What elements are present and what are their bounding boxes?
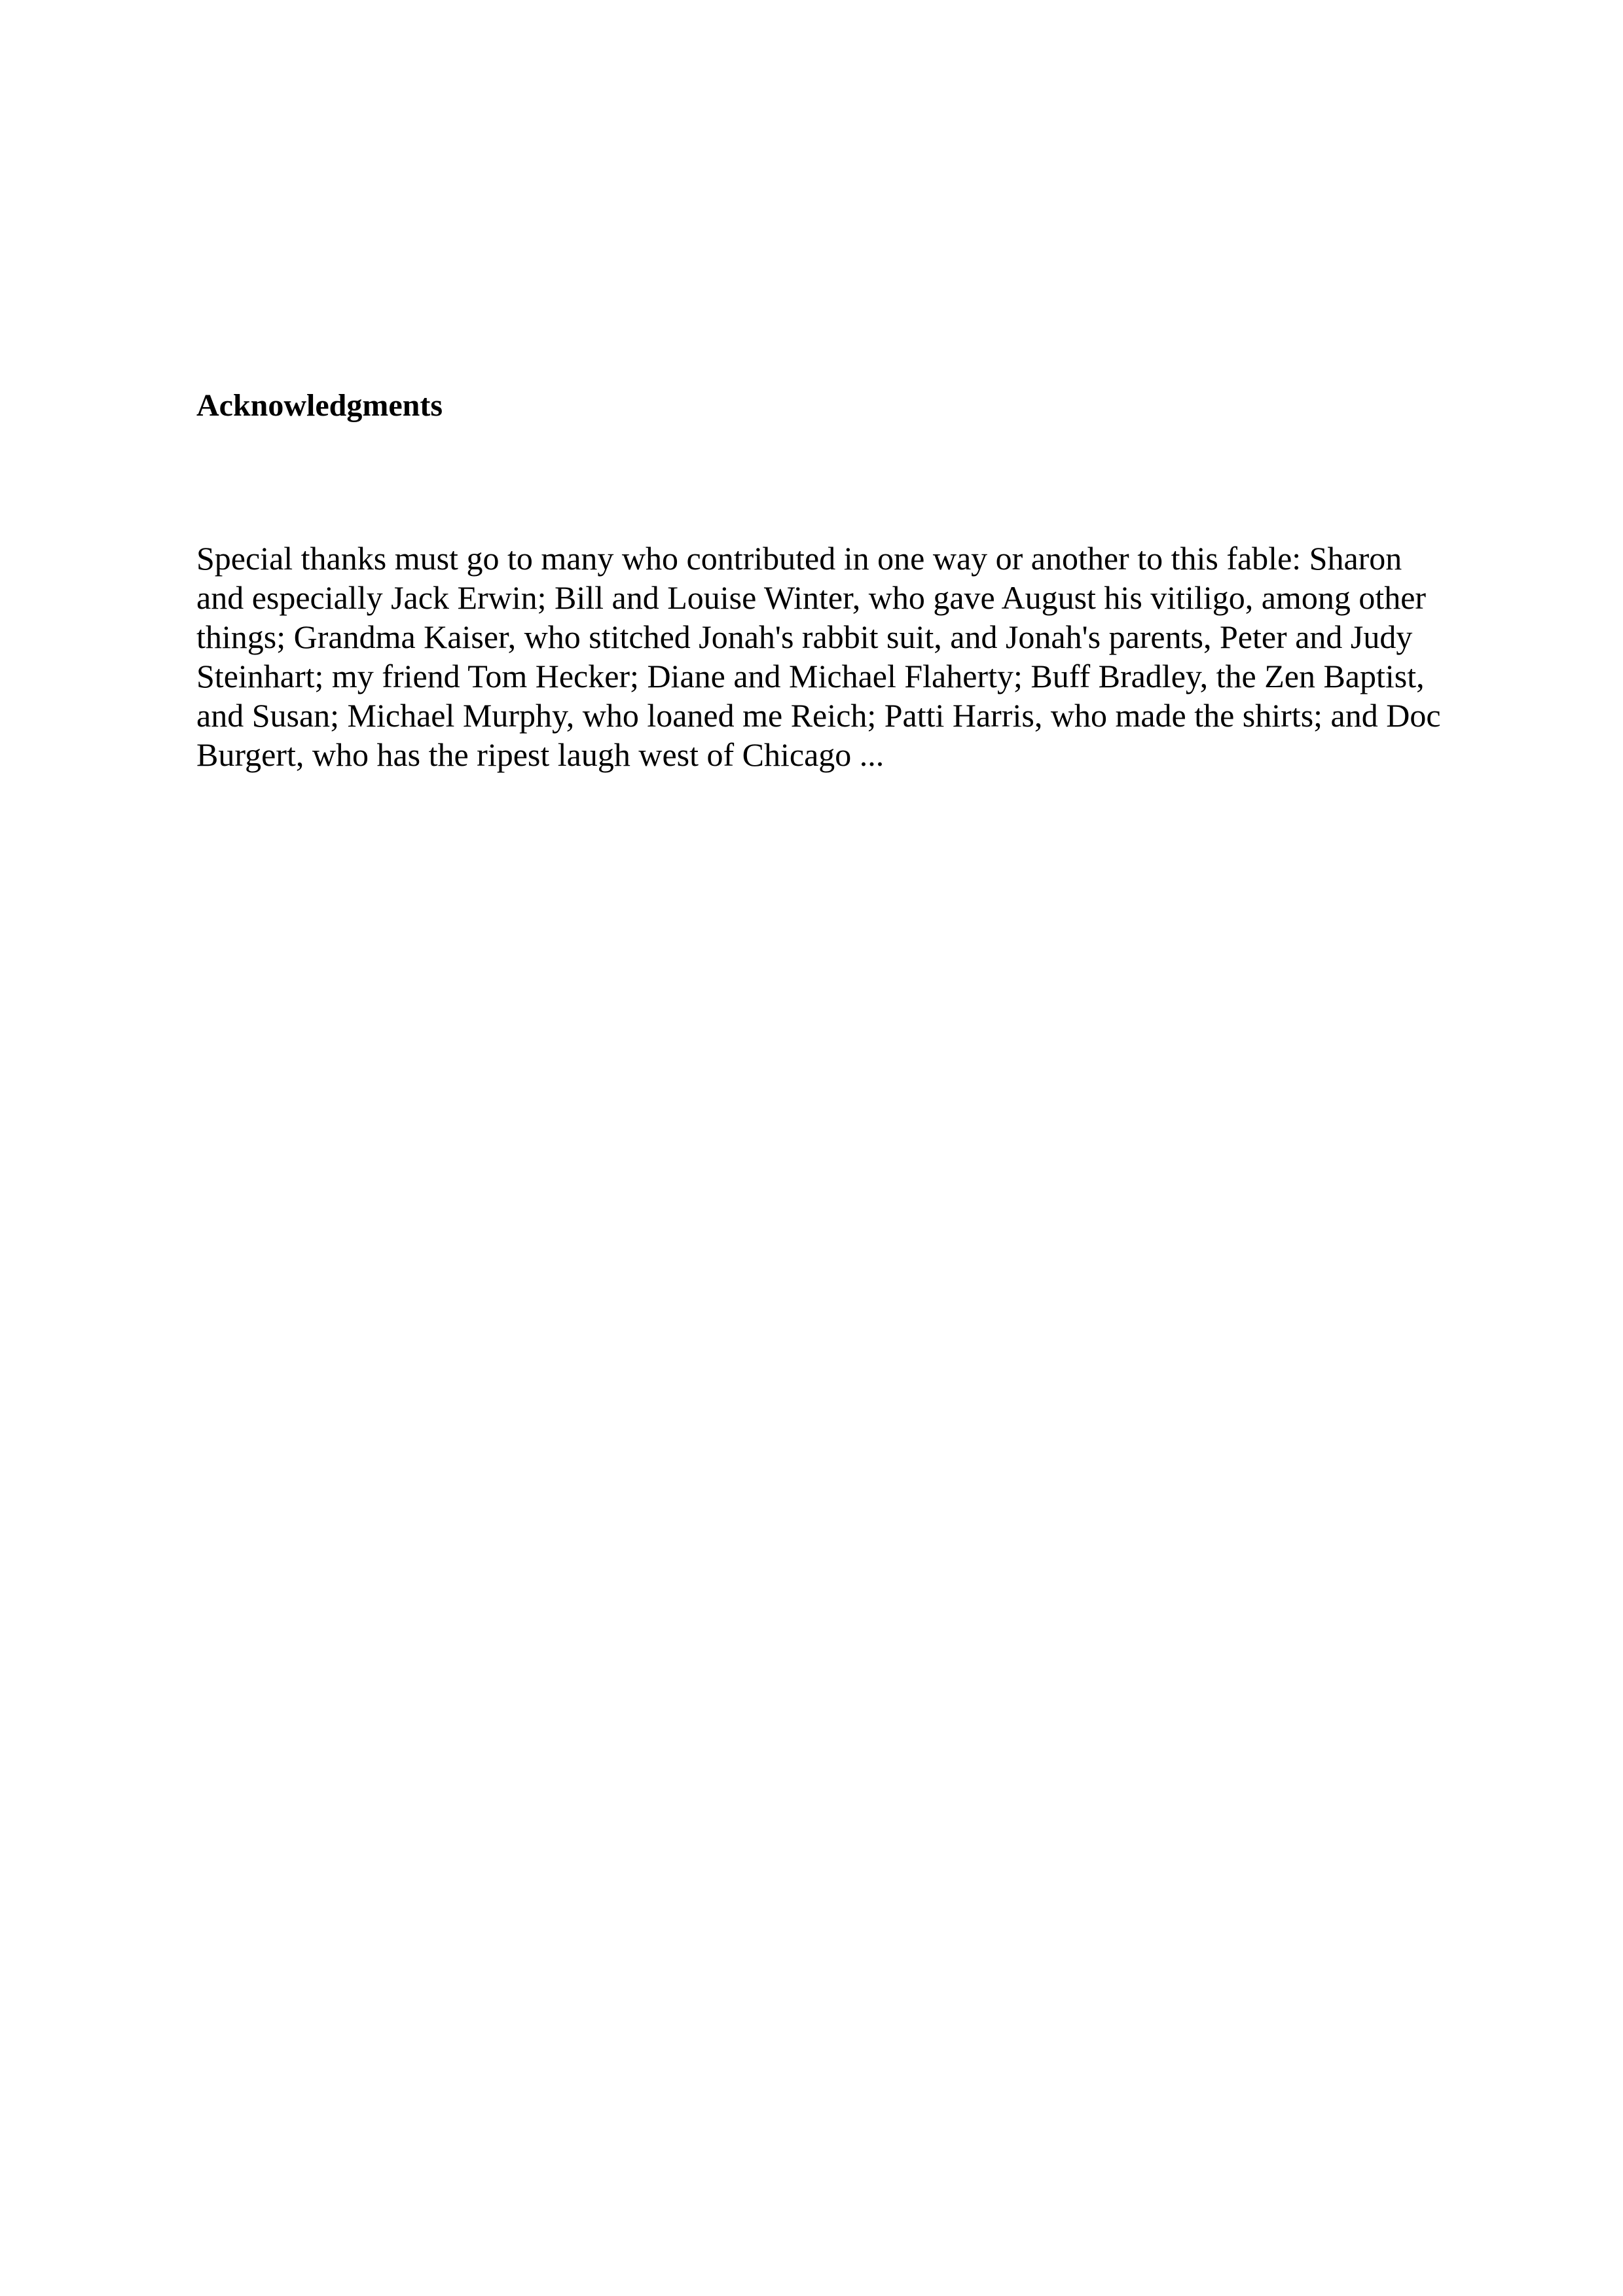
paragraph-line: and especially Jack Erwin; Bill and Louise Winter, who gave August his vitiligo, among other	[196, 579, 1427, 616]
page-heading: Acknowledgments	[196, 388, 443, 423]
paragraph-line: Steinhart; my friend Tom Hecker; Diane and Michael Flaherty; Buff Bradley, the Zen Baptist,	[196, 658, 1425, 694]
paragraph-line: Special thanks must go to many who contributed in one way or another to this fable: Sharon	[196, 540, 1402, 577]
paragraph-line: things; Grandma Kaiser, who stitched Jonah's rabbit suit, and Jonah's parents, Peter and Judy	[196, 619, 1413, 655]
paragraph-line: Burgert, who has the ripest laugh west of Chicago ...	[196, 736, 884, 773]
paragraph-line: and Susan; Michael Murphy, who loaned me Reich; Patti Harris, who made the shirts; and Doc	[196, 697, 1441, 734]
acknowledgments-paragraph	[196, 539, 1493, 774]
